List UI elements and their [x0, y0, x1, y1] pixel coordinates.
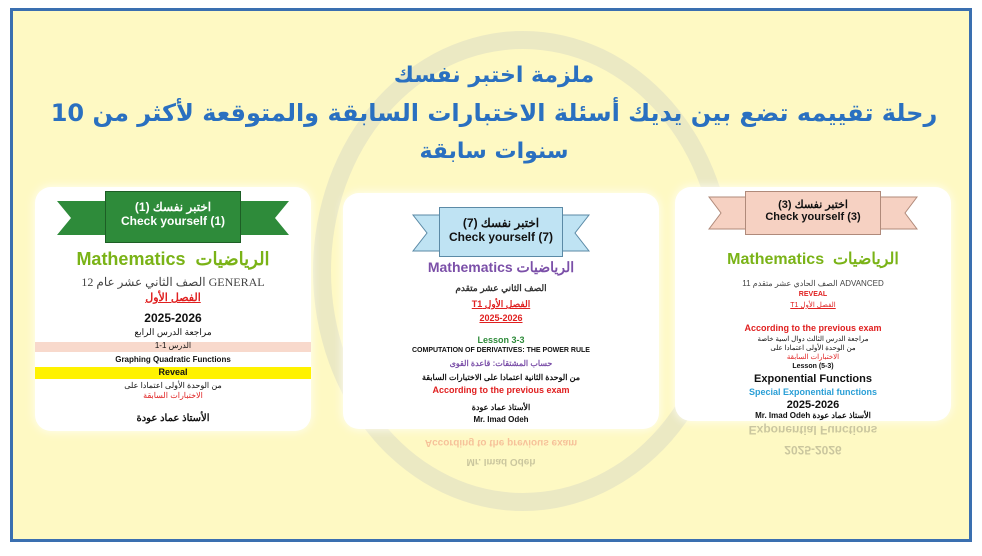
subject-line: [35, 249, 311, 270]
review-label: مراجعة الدرس الثالث دوال اسية خاصة: [757, 336, 869, 343]
card-check-yourself-3[interactable]: [675, 187, 951, 421]
subject-ar: الرياضيات: [832, 251, 899, 268]
heading-subtitle: رحلة تقييمه تضع بين يديك أسئلة الاختبارات السابقة والمتوقعة لأكثر من 10: [50, 99, 938, 127]
semester-label: الفصل الأول T1: [471, 299, 531, 309]
teacher-name: الأستاذ عماد عودة: [136, 413, 210, 424]
semester-label: الفصل الأول: [145, 292, 201, 304]
subtopic-label: Special Exponential functions: [748, 387, 878, 397]
reflection-text-1: Mr. Imad Odeh: [466, 456, 536, 467]
unit-note: من الوحدة الثانية اعتمادا على الاختبارات السابقة: [421, 373, 581, 382]
teacher-name: Mr. Imad Odeh الأستاذ عماد عودة: [755, 411, 871, 420]
semester-label: الفصل الأول T1: [790, 302, 836, 309]
ribbon-label-ar: اختبر نفسك (1): [134, 200, 212, 214]
topic-en: COMPUTATION OF DERIVATIVES: THE POWER RULE: [412, 347, 590, 354]
grade-label: الصف الثاني عشر عام 12 GENERAL: [81, 275, 265, 289]
year-label: 2025-2026: [144, 311, 202, 325]
exams-note: الاختبارات السابقة: [143, 391, 203, 400]
topic-label: Exponential Functions: [754, 373, 872, 385]
heading-subtitle-cont: سنوات سابقة: [419, 139, 569, 164]
teacher-name-ar: الأستاذ عماد عودة: [471, 403, 531, 412]
grade-label: الصف الثاني عشر متقدم: [455, 283, 547, 293]
lesson-label: الدرس 1-1: [154, 341, 192, 350]
card-check-yourself-1[interactable]: [35, 187, 311, 431]
according-label: According to the previous exam: [744, 323, 882, 333]
year-label: 2025-2026: [786, 399, 840, 411]
card-ribbon: [105, 191, 241, 243]
reflection-text-1: 2025-2026: [784, 443, 842, 457]
subject-ar: الرياضيات: [195, 249, 270, 269]
grade-label: الصف الحادي عشر متقدم 11 ADVANCED: [742, 279, 884, 288]
ribbon-label-ar: اختبر نفسك (3): [778, 199, 848, 211]
card-reflection: [675, 423, 951, 457]
reflection-text-2: Exponential Functions: [748, 423, 878, 437]
teacher-name-en: Mr. Imad Odeh: [473, 415, 529, 424]
subject-ar: الرياضيات: [516, 259, 575, 275]
subject-line: [675, 249, 951, 269]
review-label: مراجعة الدرس الرابع: [134, 327, 212, 337]
ribbon-label-en: Check yourself (3): [765, 211, 861, 223]
lesson-label: Lesson 3-3: [477, 335, 525, 345]
subject-en: Mathematics: [427, 259, 513, 275]
ribbon-label-en: Check yourself (7): [448, 230, 554, 244]
card-ribbon: [439, 207, 563, 257]
card-ribbon: [745, 191, 881, 235]
card-reflection: [343, 437, 659, 467]
according-label: According to the previous exam: [432, 385, 570, 395]
heading-title: ملزمة اختبر نفسك: [393, 63, 595, 88]
subject-en: Mathematics: [727, 251, 825, 268]
subject-line: [343, 259, 659, 276]
ribbon-label-ar: اختبر نفسك (7): [462, 216, 540, 230]
exams-note: الاختبارات السابقة: [786, 354, 840, 361]
lesson-label: Lesson (5-3): [792, 363, 834, 370]
reflection-text-2: According to the previous exam: [424, 437, 578, 448]
reveal-label: Reveal: [158, 367, 188, 377]
slide: [10, 8, 972, 542]
subject-en: Mathematics: [76, 249, 186, 269]
unit-note: من الوحدة الأولى اعتمادا على: [124, 381, 222, 390]
year-label: 2025-2026: [479, 313, 523, 323]
unit-note: من الوحدة الأولى اعتمادا على: [770, 345, 856, 352]
card-check-yourself-7[interactable]: [343, 193, 659, 429]
topic-label: Graphing Quadratic Functions: [115, 355, 231, 364]
topic-ar: حساب المشتقات: قاعدة القوى: [449, 359, 553, 368]
ribbon-label-en: Check yourself (1): [120, 214, 226, 228]
reveal-label: REVEAL: [798, 291, 828, 298]
